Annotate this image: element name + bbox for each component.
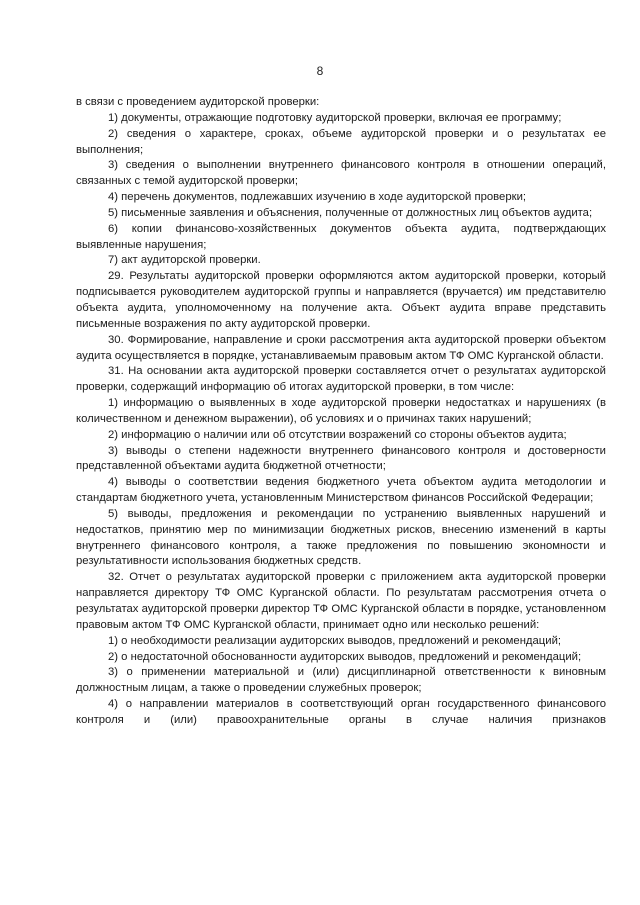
list-item-31-1: 1) информацию о выявленных в ходе аудиторской проверки недостатках и нарушениях (в количественном и денежном выражении), об условиях и о причинах таких нарушений;: [76, 397, 606, 425]
list-item-7: 7) акт аудиторской проверки.: [108, 254, 261, 267]
paragraph-31: 31. На основании акта аудиторской проверки составляется отчет о результатах аудиторской проверки, содержащий информацию об итогах аудиторской проверки, в том числе:: [76, 365, 606, 394]
list-item-31-2: 2) информацию о наличии или об отсутствии возражений со стороны объектов аудита;: [108, 428, 567, 441]
paragraph-30: 30. Формирование, направление и сроки рассмотрения акта аудиторской проверки объектом аудита осуществляется в порядке, устанавливаемым правовым актом ТФ ОМС Курганской области.: [76, 333, 606, 362]
page-number: 8: [316, 64, 324, 78]
list-item-32-4: 4) о направлении материалов в соответствующий орган государственного финансового контроля и (или) правоохранительные органы в случае наличия признаков: [76, 698, 606, 726]
list-item-1: 1) документы, отражающие подготовку аудиторской проверки, включая ее программу;: [108, 111, 562, 124]
paragraph-29: 29. Результаты аудиторской проверки оформляются актом аудиторской проверки, который подписывается руководителем аудиторской группы и направляется (вручается) им представителю объекта аудита, уполномоченному на получение акта. Объект аудита вправе представить письменные возражения по акту аудиторской проверки.: [76, 270, 606, 330]
list-item-4: 4) перечень документов, подлежавших изучению в ходе аудиторской проверки;: [108, 191, 527, 204]
list-item-2: 2) сведения о характере, сроках, объеме аудиторской проверки и о результатах ее выполнения;: [76, 127, 606, 156]
list-item-3: 3) сведения о выполнении внутреннего финансового контроля в отношении операций, связанных с темой аудиторской проверки;: [76, 159, 606, 188]
list-item-5: 5) письменные заявления и объяснения, полученные от должностных лиц объектов аудита;: [108, 206, 593, 219]
list-item-32-1: 1) о необходимости реализации аудиторских выводов, предложений и рекомендаций;: [108, 634, 562, 647]
list-item-6: 6) копии финансово-хозяйственных документов объекта аудита, подтверждающих выявленные нарушения;: [76, 222, 606, 251]
list-item-31-3: 3) выводы о степени надежности внутреннего финансового контроля и достоверности представленной объектами аудита бюджетной отчетности;: [76, 444, 606, 473]
paragraph-intro: в связи с проведением аудиторской проверки:: [76, 96, 320, 108]
list-item-31-4: 4) выводы о соответствии ведения бюджетного учета объектом аудита методологии и стандартам бюджетного учета, установленным Министерством финансов Российской Федерации;: [76, 476, 606, 505]
document-body: [76, 95, 606, 729]
list-item-31-5: 5) выводы, предложения и рекомендации по устранению выявленных нарушений и недостатков, принятию мер по минимизации бюджетных рисков, внесению изменений в карты внутреннего финансового контроля, а также предложения по повышению экономности и результативности использования бюджетных средств.: [76, 507, 606, 568]
list-item-32-2: 2) о недостаточной обоснованности аудиторских выводов, предложений и рекомендаций;: [108, 650, 582, 663]
list-item-32-3: 3) о применении материальной и (или) дисциплинарной ответственности к виновным должностным лицам, а также о проведении служебных проверок;: [76, 666, 606, 695]
paragraph-32: 32. Отчет о результатах аудиторской проверки с приложением акта аудиторской проверки направляется директору ТФ ОМС Курганской области. По результатам рассмотрения отчета о результатах аудиторской проверки директор ТФ ОМС Курганской области в порядке, установленном правовым актом ТФ ОМС Курганской области, принимает одно или несколько решений:: [76, 571, 606, 631]
